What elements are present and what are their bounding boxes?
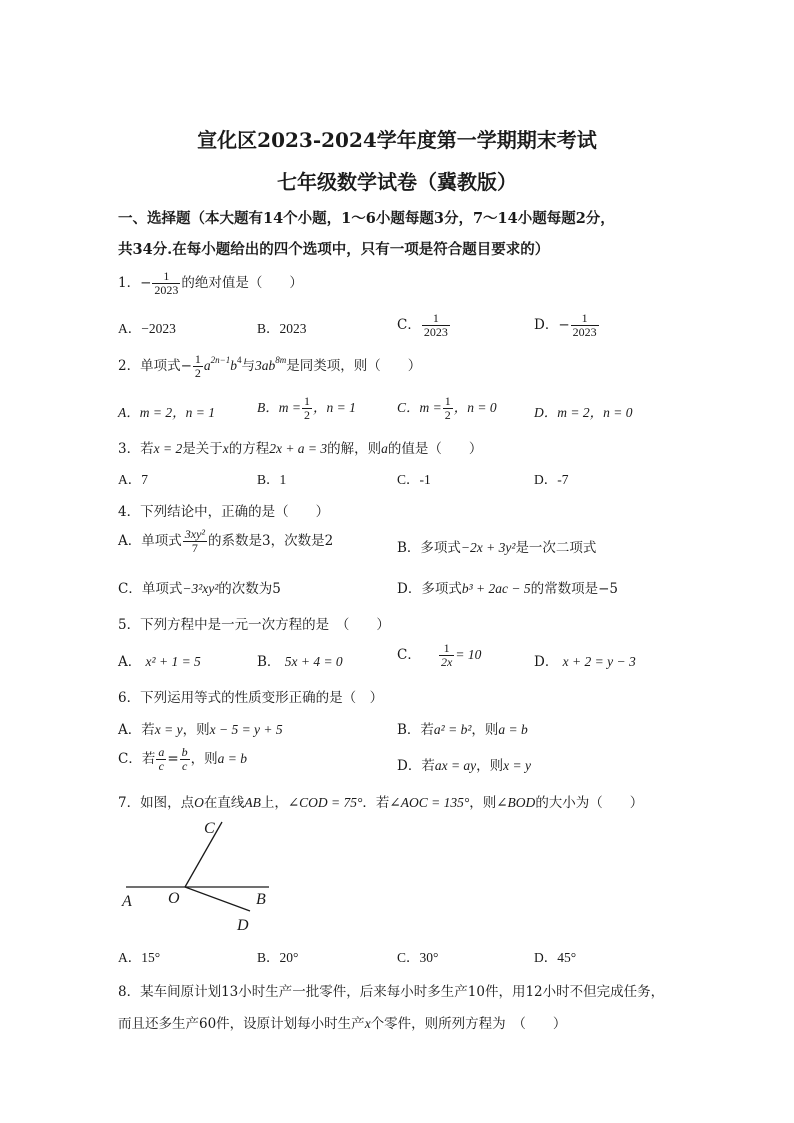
q4-option-c: C．单项式−3²xy²的次数为5 [118,581,281,597]
q3-option-b: B．1 [257,472,287,487]
q7-option-d: D．45° [534,950,577,965]
q7-option-a: A．15° [118,950,161,965]
question-8-line1: 8．某车间原计划13小时生产一批零件，后来每小时多生产10件，用12小时不但完成任务， [118,984,665,1000]
question-6-stem: 6．下列运用等式的性质变形正确的是（ ） [118,690,384,706]
q1-option-a: A．−2023 [118,321,176,336]
label-b: B [256,891,266,908]
q5-option-b: B． 5x + 4 = 0 [257,654,343,670]
q3-option-a: A．7 [118,472,148,487]
fraction: $\frac{1}{2023}$ [154,269,179,298]
label-o: O [168,890,180,907]
question-4-stem: 4．下列结论中，正确的是（ ） [118,504,330,520]
q6-option-c: C．若 $\frac{a}{c}$ = $\frac{b}{c}$ ，则a = b [118,745,248,774]
q6-option-b: B．若a² = b²，则a = b [397,722,528,738]
q5-option-d: D． x + 2 = y − 3 [534,654,636,670]
q1-option-d: D．− $\frac{1}{2023}$ [534,311,597,340]
angle-figure [110,812,290,938]
q2-option-b: B．m = $\frac{1}{2}$ ，n = 1 [257,394,356,423]
question-2-stem: 2．单项式− $\frac{1}{2}$ $a^{2n-1}b^4$与$3ab^{8m}$是同类项，则（ ） [118,352,422,381]
label-c: C [204,820,215,837]
q2-option-d: D．m = 2，n = 0 [534,405,633,420]
q6-option-d: D．若ax = ay，则x = y [397,758,532,774]
question-3-stem: 3．若x = 2是关于x的方程2x + a = 3的解，则a的值是（ ） [118,441,483,457]
q4-option-b: B．多项式−2x + 3y²是一次二项式 [397,540,597,556]
q2-option-c: C．m = $\frac{1}{2}$ ，n = 0 [397,394,497,423]
question-7-stem: 7．如图，点O在直线AB上，∠COD = 75°．若∠AOC = 135°，则∠BOD的大小为（ ） [118,795,644,811]
question-8-line2: 而且还多生产60件，设原计划每小时生产x个零件，则所列方程为 （ ） [118,1016,567,1032]
q2-option-a: A．m = 2，n = 1 [118,405,215,420]
section-heading-line2: 共34分.在每小题给出的四个选项中，只有一项是符合题目要求的） [118,241,550,258]
ray-od [185,887,250,911]
label-a: A [122,893,132,910]
question-5-stem: 5．下列方程中是一元一次方程的是 （ ） [118,617,390,633]
q5-option-a: A． x² + 1 = 5 [118,654,201,670]
section-heading-line1: 一、选择题（本大题有14个小题，1～6小题每题3分，7～14小题每题2分， [118,210,615,227]
question-1-stem: 1．− $\frac{1}{2023}$ 的绝对值是（ ） [118,269,303,298]
q1-option-c: C． $\frac{1}{2023}$ [397,311,448,340]
q3-option-d: D．-7 [534,472,569,487]
q4-option-d: D．多项式b³ + 2ac − 5的常数项是−5 [397,581,618,597]
page-title: 宣化区2023-2024学年度第一学期期末考试 [197,128,597,152]
q3-option-c: C．-1 [397,472,431,487]
q4-option-a: A．单项式 $\frac{\text{3xy²}}{7}$ 的系数是3，次数是2 [118,527,334,556]
q7-option-b: B．20° [257,950,299,965]
q6-option-a: A．若x = y，则x − 5 = y + 5 [118,722,283,738]
page-subtitle: 七年级数学试卷（冀教版） [277,170,517,194]
q1-option-b: B．2023 [257,321,307,336]
label-d: D [237,917,249,934]
q5-option-c: C． $\frac{1}{2x}$ = 10 [397,641,482,670]
q7-option-c: C．30° [397,950,439,965]
